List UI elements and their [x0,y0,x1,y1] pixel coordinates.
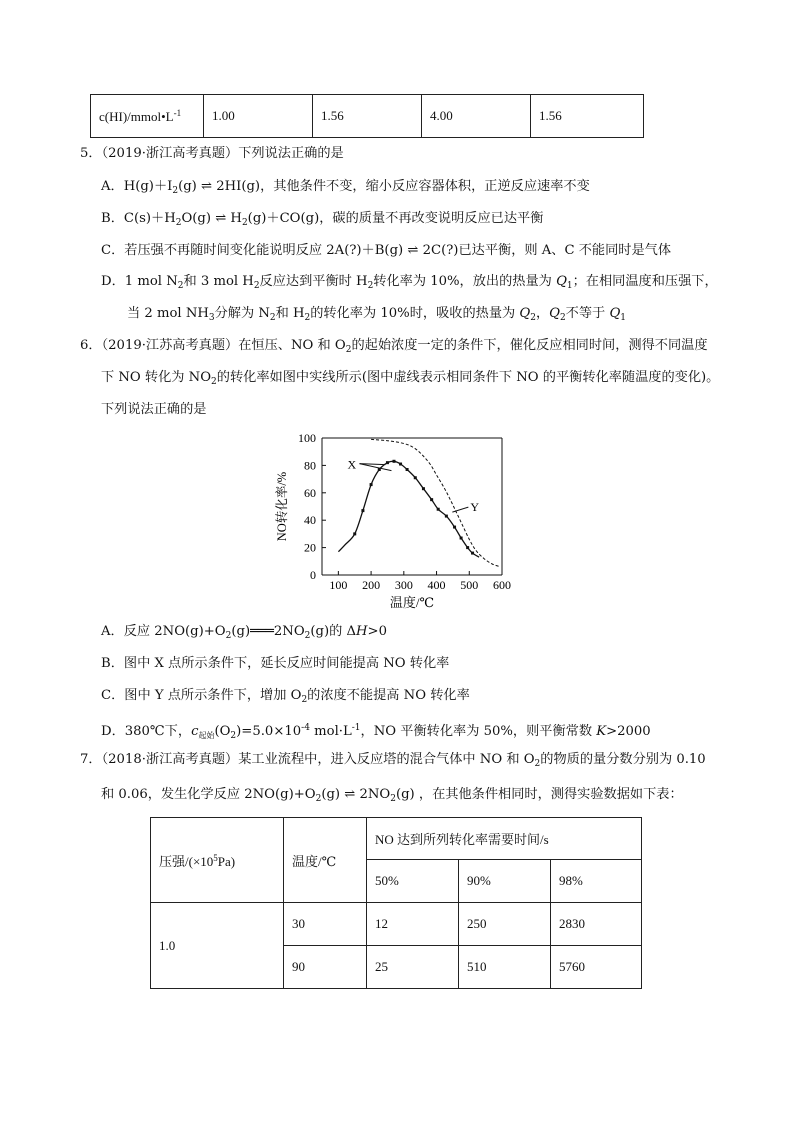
text: 的转化率为 10%时，吸收的热量为 [310,306,520,321]
text: (g) ⇌ 2HI(g)，其他条件不变，缩小反应容器体积，正逆反应速率不变 [178,179,590,194]
text: 当 2 mol NH [127,306,209,321]
y-tick-label: 0 [310,568,316,582]
y-tick-label: 20 [304,540,316,555]
text: C．图中 Y 点所示条件下，增加 O [101,688,302,703]
time-cell: 25 [367,946,459,989]
q-symbol: Q [609,306,621,321]
pct-header: 98% [551,860,642,903]
q5-stem: 5．（2019·浙江高考真题）下列说法正确的是 [80,146,344,161]
temp-cell: 90 [284,946,367,989]
text: (O [214,724,231,739]
q6-stem-line3: 下列说法正确的是 [101,402,207,417]
row-label-cell [91,95,204,138]
data-point-marker [460,537,463,540]
text: 分解为 N [214,306,270,321]
data-point-marker [406,468,409,471]
text: )=5.0×10 [236,724,302,739]
k-symbol: K [596,724,607,739]
y-axis-label: NO转化率/% [275,471,289,542]
y-tick-label: 60 [304,485,316,500]
q6-stem-line1 [80,337,708,359]
data-point-marker [437,508,440,511]
sub: 2 [230,731,237,741]
sub: 1 [620,313,626,323]
q-symbol: Q [519,306,531,321]
sub: 2 [301,695,308,705]
x-tick-label: 200 [362,578,381,592]
q6-stem-line2 [101,369,719,391]
sub: 2 [559,313,566,323]
text: 转化率为 10%，放出的热量为 [373,274,557,289]
text: >2000 [606,724,651,739]
x-tick-label: 600 [493,578,511,592]
pct-header: 90% [459,860,551,903]
text: (g)＋CO(g)，碳的质量不再改变说明反应已达平衡 [247,211,544,226]
temp-header: 温度/℃ [284,818,367,903]
q5-option-c: C．若压强不再随时间变化能说明反应 2A(?)＋B(g) ⇌ 2C(?)已达平衡，则 A、C 不能同时是气体 [101,243,672,258]
sub: 2 [177,281,184,291]
c-symbol: c [191,724,199,739]
text: D．1 mol N [101,274,178,289]
text: 压强/(×10 [159,853,214,869]
sub: 2 [390,794,396,804]
row-label-sup: -1 [173,107,182,118]
sub: 3 [208,313,215,323]
text: 和 0.06，发生化学反应 2NO(g)+O [101,787,316,802]
sup: -1 [351,723,361,733]
time-cell: 5760 [551,946,642,989]
text: 6．（2019·江苏高考真题）在恒压、NO 和 O [80,338,346,353]
text: 反应达到平衡时 H [259,274,368,289]
sub: 2 [175,218,182,228]
text: ，NO 平衡转化率为 50%，则平衡常数 [360,724,597,739]
x-tick-label: 500 [460,578,479,592]
x-tick-label: 300 [394,578,413,592]
sub: 2 [367,281,374,291]
text: 和 H [275,306,305,321]
sub: 2 [304,313,311,323]
data-point-marker [353,532,356,535]
text: 的起始浓度一定的条件下，催化反应相同时间，测得不同温度 [351,338,708,353]
data-point-marker [361,509,364,512]
data-point-marker [370,483,373,486]
text: mol·L [309,724,352,739]
q-symbol: Q [556,274,567,289]
q-symbol: Q [549,306,560,321]
q6-option-b: B．图中 X 点所示条件下，延长反应时间能提高 NO 转化率 [101,656,450,671]
x-tick-label: 400 [427,578,446,592]
q5-option-a [101,178,590,200]
q5-option-d-line2 [127,305,626,327]
q5-option-b [101,210,543,232]
h-symbol: H [356,624,368,639]
x-axis-label: 温度/℃ [389,595,435,610]
table-row [151,903,642,946]
q6-option-c [101,687,470,709]
time-cell: 510 [459,946,551,989]
actual-solid-line [338,461,479,557]
sup: -4 [301,723,310,733]
sub: 2 [534,759,541,769]
text: (g)的 Δ [310,624,357,639]
sub: 2 [269,313,276,323]
text: 和 3 mol H [183,274,254,289]
sub: 2 [211,377,217,387]
data-point-marker [466,546,469,549]
data-point-marker [430,498,433,501]
text: (g)═══2NO [231,624,305,639]
text: (g) ，在其他条件相同时，测得实验数据如下表： [395,787,683,802]
data-point-marker [414,476,417,479]
value-cell: 4.00 [422,95,531,138]
time-cell: 2830 [551,903,642,946]
q7-stem-line1 [80,751,706,773]
data-point-marker [393,460,396,463]
data-point-marker [386,461,389,464]
no-conversion-chart [270,425,540,615]
sub: 2 [315,794,322,804]
text: 下 NO 转化为 NO [101,370,212,385]
y-tick-label: 80 [304,458,316,473]
text: 的转化率如图中实线所示(图中虚线表示相同条件下 NO 的平衡转化率随温度的变化)。 [216,370,720,385]
annotation-label-y: Y [470,500,480,515]
sub: 2 [241,218,248,228]
text: B．C(s)＋H [101,211,176,226]
equilibrium-dashed-line [371,439,500,566]
value-cell: 1.56 [531,95,644,138]
x-tick-label: 100 [329,578,348,592]
q7-stem-line2 [101,786,683,808]
sub: 2 [345,345,352,355]
annotation-label-x: X [347,457,357,472]
y-tick-label: 100 [298,431,316,445]
sub: 2 [172,186,179,196]
sub: 2 [225,631,232,641]
table-row [91,95,644,138]
sub: 2 [253,281,260,291]
value-cell: 1.00 [204,95,313,138]
text: 的浓度不能提高 NO 转化率 [307,688,470,703]
text: O(g) ⇌ H [181,211,242,226]
table-row [151,818,642,860]
text: ， [535,306,550,321]
text: Pa) [217,853,236,869]
text: 7．（2018·浙江高考真题）某工业流程中，进入反应塔的混合气体中 NO 和 O [80,752,535,767]
q6-option-a [101,623,387,645]
time-header: NO 达到所列转化率需要时间/s [367,818,642,860]
sub: 1 [566,281,573,291]
row-label: c(HI)/mmol•L [99,108,174,124]
data-point-marker [399,463,402,466]
q5-option-d-line1 [101,273,718,295]
q7-data-table [150,817,642,989]
sub: 2 [304,631,311,641]
pressure-header [151,818,284,903]
sub: 起始 [198,731,215,740]
text: (g) ⇌ 2NO [321,787,391,802]
time-cell: 250 [459,903,551,946]
sup: 5 [213,852,218,863]
text: ；在相同温度和压强下， [572,274,718,289]
data-point-marker [471,552,474,555]
text: A．H(g)＋I [101,179,173,194]
text: D．380℃下， [101,724,192,739]
text: 不等于 [565,306,610,321]
pressure-cell: 1.0 [151,903,284,989]
text: 的物质的量分数分别为 0.10 [540,752,706,767]
sub: 2 [530,313,536,323]
q6-option-d [101,719,651,745]
text: A．反应 2NO(g)+O [101,624,226,639]
top-table [90,94,644,138]
text: >0 [367,624,387,639]
data-point-marker [445,515,448,518]
pct-header: 50% [367,860,459,903]
temp-cell: 30 [284,903,367,946]
data-point-marker [453,526,456,529]
value-cell: 1.56 [313,95,422,138]
data-point-marker [422,487,425,490]
y-tick-label: 40 [304,513,316,528]
time-cell: 12 [367,903,459,946]
